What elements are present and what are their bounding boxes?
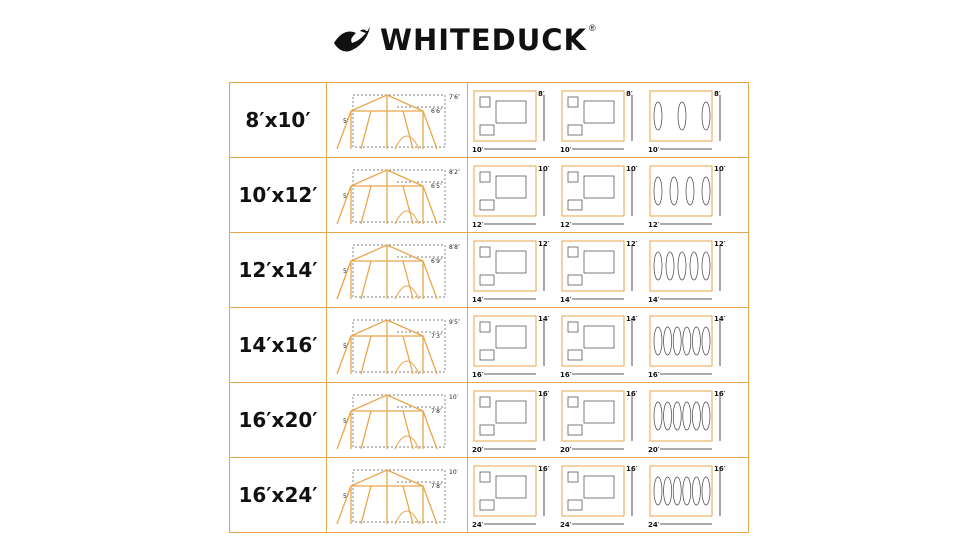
tent-profile-drawing	[327, 383, 467, 457]
sleeping-bag-plan	[648, 165, 726, 229]
floor-plans-drawing	[468, 158, 748, 232]
plan-length-label: 14′	[472, 296, 484, 304]
kitchen-plan	[560, 315, 638, 379]
tent-outline	[337, 245, 437, 299]
tent-profile-cell	[327, 83, 468, 158]
sleeping-bag-plan	[648, 465, 726, 529]
tent-row	[230, 233, 749, 308]
tent-profile-cell	[327, 383, 468, 458]
sleeping-bag-plan	[648, 390, 726, 454]
tent-size-label: 16′x24′	[230, 458, 327, 533]
floor-plans-cell	[468, 158, 749, 233]
floor-plans-cell	[468, 383, 749, 458]
tent-size-label: 12′x14′	[230, 233, 327, 308]
plan-length-label: 14′	[560, 296, 572, 304]
tent-profile-cell	[327, 308, 468, 383]
tent-row	[230, 308, 749, 383]
tent-outline	[337, 95, 437, 149]
furniture-plan	[472, 165, 550, 229]
tent-outline	[337, 170, 437, 224]
furniture-plan	[472, 465, 550, 529]
tent-dim-wall: 5′	[343, 343, 349, 350]
plan-length-label: 16′	[472, 371, 484, 379]
plan-length-label: 20′	[472, 446, 484, 454]
plan-length-label: 16′	[560, 371, 572, 379]
tent-dim-peak: 8′8″	[449, 244, 461, 251]
plan-width-label: 16′	[626, 390, 638, 398]
tent-profile-drawing	[327, 458, 467, 532]
plan-width-label: 10′	[714, 165, 726, 173]
plan-width-label: 12′	[626, 240, 638, 248]
floor-plans-drawing	[468, 383, 748, 457]
plan-width-label: 12′	[714, 240, 726, 248]
plan-length-label: 10′	[472, 146, 484, 154]
plan-width-label: 16′	[714, 465, 726, 473]
tent-profile-cell	[327, 158, 468, 233]
tent-dim-eave: 6′5″	[431, 183, 443, 190]
sleeping-bag-plan	[648, 315, 726, 379]
tent-profile-drawing	[327, 233, 467, 307]
tent-row	[230, 158, 749, 233]
plan-width-label: 16′	[538, 465, 550, 473]
tent-dim-wall: 5′	[343, 118, 349, 125]
floor-plans-drawing	[468, 83, 748, 157]
plan-width-label: 10′	[626, 165, 638, 173]
tent-dim-eave: 6′9″	[431, 258, 443, 265]
tent-dim-eave: 7′8″	[431, 408, 443, 415]
floor-plans-cell	[468, 233, 749, 308]
plan-width-label: 8′	[538, 90, 545, 98]
registered-mark: ®	[589, 23, 596, 33]
plan-length-label: 12′	[648, 221, 660, 229]
tent-size-label: 14′x16′	[230, 308, 327, 383]
tent-dim-wall: 5′	[343, 493, 349, 500]
tent-row	[230, 383, 749, 458]
tent-dim-wall: 5′	[343, 268, 349, 275]
floor-plans-drawing	[468, 458, 748, 532]
plan-width-label: 14′	[538, 315, 550, 323]
tent-dim-eave: 7′3″	[431, 333, 443, 340]
tent-dim-peak: 10′	[449, 469, 458, 476]
tent-size-label: 8′x10′	[230, 83, 327, 158]
tent-size-table	[229, 82, 749, 533]
plan-length-label: 10′	[560, 146, 572, 154]
floor-plans-drawing	[468, 233, 748, 307]
tent-profile-cell	[327, 458, 468, 533]
furniture-plan	[472, 390, 550, 454]
floor-plans-cell	[468, 308, 749, 383]
plan-length-label: 20′	[560, 446, 572, 454]
kitchen-plan	[560, 390, 638, 454]
plan-length-label: 14′	[648, 296, 660, 304]
tent-outline	[337, 395, 437, 449]
furniture-plan	[472, 315, 550, 379]
tent-outline	[337, 470, 437, 524]
plan-width-label: 14′	[714, 315, 726, 323]
furniture-plan	[472, 240, 550, 304]
tent-profile-cell	[327, 233, 468, 308]
plan-width-label: 8′	[714, 90, 721, 98]
plan-width-label: 10′	[538, 165, 550, 173]
tent-row	[230, 83, 749, 158]
plan-length-label: 12′	[472, 221, 484, 229]
tent-dim-peak: 7′6″	[449, 94, 461, 101]
tent-dim-peak: 10′	[449, 394, 458, 401]
duck-icon	[330, 23, 374, 57]
plan-width-label: 14′	[626, 315, 638, 323]
floor-plans-drawing	[468, 308, 748, 382]
furniture-plan	[472, 90, 545, 154]
plan-width-label: 12′	[538, 240, 550, 248]
tent-row	[230, 458, 749, 533]
tent-dim-eave: 6′6″	[431, 108, 443, 115]
tent-dim-peak: 8′2″	[449, 169, 461, 176]
floor-plans-cell	[468, 458, 749, 533]
plan-length-label: 10′	[648, 146, 660, 154]
brand-name: WHITEDUCK	[380, 23, 588, 57]
sleeping-bag-plan	[648, 90, 721, 154]
tent-profile-drawing	[327, 158, 467, 232]
kitchen-plan	[560, 465, 638, 529]
plan-width-label: 16′	[538, 390, 550, 398]
tent-outline	[337, 320, 437, 374]
tent-profile-drawing	[327, 83, 467, 157]
tent-dim-eave: 7′8″	[431, 483, 443, 490]
kitchen-plan	[560, 240, 638, 304]
tent-profile-drawing	[327, 308, 467, 382]
plan-width-label: 8′	[626, 90, 633, 98]
plan-length-label: 24′	[560, 521, 572, 529]
sleeping-bag-plan	[648, 240, 726, 304]
plan-length-label: 24′	[648, 521, 660, 529]
kitchen-plan	[560, 165, 638, 229]
tent-size-label: 16′x20′	[230, 383, 327, 458]
tent-dim-peak: 9′5″	[449, 319, 461, 326]
kitchen-plan	[560, 90, 633, 154]
plan-length-label: 16′	[648, 371, 660, 379]
plan-length-label: 20′	[648, 446, 660, 454]
plan-width-label: 16′	[714, 390, 726, 398]
tent-dim-wall: 5′	[343, 418, 349, 425]
plan-width-label: 16′	[626, 465, 638, 473]
plan-length-label: 24′	[472, 521, 484, 529]
brand-logo	[330, 20, 650, 60]
plan-length-label: 12′	[560, 221, 572, 229]
floor-plans-cell	[468, 83, 749, 158]
tent-size-label: 10′x12′	[230, 158, 327, 233]
tent-dim-wall: 5′	[343, 193, 349, 200]
